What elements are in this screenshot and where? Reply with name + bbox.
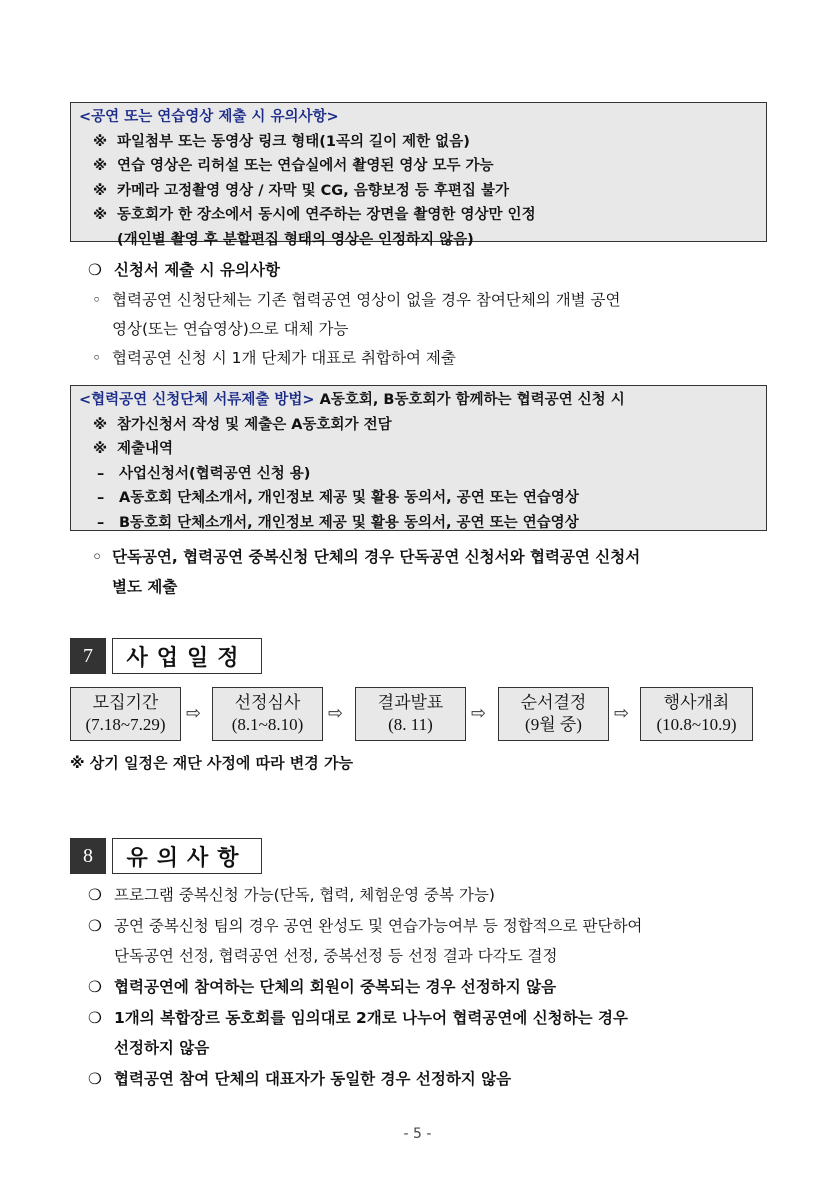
section-title: 사업일정	[112, 638, 262, 674]
video-notice-item	[79, 154, 758, 179]
application-heading	[88, 255, 778, 285]
schedule-step-date: (7.18~7.29)	[85, 715, 166, 734]
application-item	[92, 285, 782, 315]
precaution-text: 1개의 복합장르 동호회를 임의대로 2개로 나누어 협력공연에 신청하는 경우	[114, 1009, 628, 1027]
video-notice-text: 연습 영상은 리허설 또는 연습실에서 촬영된 영상 모두 가능	[117, 158, 494, 174]
video-notice-continuation: (개인별 촬영 후 분할편집 형태의 영상은 인정하지 않음)	[117, 231, 474, 248]
reference-mark-icon: ※	[93, 441, 108, 457]
reference-mark-icon: ※	[93, 207, 108, 223]
collab-submission-item	[79, 413, 758, 438]
schedule-step-date: (8. 11)	[388, 715, 433, 734]
collab-submission-dash-item	[79, 462, 758, 487]
collab-submission-item	[79, 437, 758, 462]
schedule-step-label: 행사개최	[663, 693, 730, 712]
video-notice-title: <공연 또는 연습영상 제출 시 유의사항>	[79, 109, 339, 125]
dash-icon: –	[97, 514, 105, 531]
circle-bullet-icon: ❍	[88, 1070, 102, 1088]
duplicate-note-text: 단독공연, 협력공연 중복신청 단체의 경우 단독공연 신청서와 협력공연 신청서	[112, 548, 641, 566]
precaution-item	[88, 880, 778, 910]
application-heading-text: 신청서 제출 시 유의사항	[114, 261, 280, 279]
video-notice-box	[70, 102, 767, 248]
dash-icon: –	[97, 465, 105, 482]
dash-icon: –	[97, 490, 105, 506]
precaution-text: 협력공연 참여 단체의 대표자가 동일한 경우 선정하지 않음	[114, 1070, 512, 1088]
section-7-header	[70, 638, 262, 674]
section-title: 유의사항	[112, 838, 262, 874]
precaution-item	[88, 1003, 778, 1033]
schedule-step	[640, 687, 753, 741]
schedule-step-label: 결과발표	[377, 693, 444, 712]
collab-submission-dash-text: B동호회 단체소개서, 개인정보 제공 및 활용 동의서, 공연 또는 연습영상	[119, 514, 579, 531]
schedule-step-label: 순서결정	[520, 693, 587, 712]
section-number: 8	[70, 838, 106, 874]
precaution-item	[88, 1064, 778, 1094]
precaution-item	[88, 972, 778, 1002]
right-arrow-icon: ⇨	[471, 703, 487, 724]
schedule-step-label: 모집기간	[92, 693, 159, 712]
precaution-text: 단독공연 선정, 협력공연 선정, 중복선정 등 선정 결과 다각도 결정	[114, 947, 558, 965]
video-notice-text: 파일첨부 또는 동영상 링크 형태(1곡의 길이 제한 없음)	[117, 133, 470, 150]
reference-mark-icon: ※	[93, 416, 108, 433]
collab-submission-dash-text: 사업신청서(협력공연 신청 용)	[119, 465, 311, 482]
schedule-step	[355, 687, 466, 741]
small-circle-bullet-icon: ◦	[92, 548, 102, 566]
precaution-item	[88, 911, 778, 941]
collab-submission-dash-text: A동호회 단체소개서, 개인정보 제공 및 활용 동의서, 공연 또는 연습영상	[119, 490, 579, 506]
right-arrow-icon: ⇨	[328, 703, 344, 724]
reference-mark-icon: ※	[93, 133, 108, 150]
circle-bullet-icon: ❍	[88, 978, 102, 996]
precaution-text: 협력공연에 참여하는 단체의 회원이 중복되는 경우 선정하지 않음	[114, 978, 557, 996]
reference-mark-icon: ※	[93, 182, 108, 199]
collab-submission-title-text: <협력공연 신청단체 서류제출 방법>	[79, 392, 315, 408]
collab-submission-dash-item	[79, 486, 758, 511]
schedule-step-label: 선정심사	[234, 693, 301, 712]
collab-submission-text: 제출내역	[117, 441, 174, 457]
precaution-item-continuation	[114, 1033, 804, 1063]
collab-submission-title-suffix: A동호회, B동호회가 함께하는 협력공연 신청 시	[314, 392, 625, 408]
schedule-step	[212, 687, 323, 741]
schedule-step-date: (10.8~10.9)	[656, 715, 737, 734]
circle-bullet-icon: ❍	[88, 1009, 102, 1027]
small-circle-bullet-icon: ◦	[92, 291, 102, 309]
duplicate-note	[92, 542, 782, 572]
schedule-note: ※ 상기 일정은 재단 사정에 따라 변경 가능	[70, 754, 353, 772]
video-notice-text: 카메라 고정촬영 영상 / 자막 및 CG, 음향보정 등 후편집 불가	[117, 182, 509, 199]
small-circle-bullet-icon: ◦	[92, 349, 102, 367]
right-arrow-icon: ⇨	[186, 703, 202, 724]
circle-bullet-icon: ❍	[88, 886, 102, 904]
precaution-item-continuation	[114, 941, 804, 971]
page-number: - 5 -	[403, 1126, 432, 1142]
application-item-text: 협력공연 신청단체는 기존 협력공연 영상이 없을 경우 참여단체의 개별 공연	[112, 291, 621, 309]
section-8-header	[70, 838, 262, 874]
application-item-text: 협력공연 신청 시 1개 단체가 대표로 취합하여 제출	[112, 349, 456, 367]
schedule-step-date: (9월 중)	[525, 715, 582, 734]
video-notice-text: 동호회가 한 장소에서 동시에 연주하는 장면을 촬영한 영상만 인정	[117, 207, 536, 223]
application-item-text: 영상(또는 연습영상)으로 대체 가능	[112, 320, 349, 338]
schedule-step	[498, 687, 609, 741]
application-item	[92, 343, 782, 373]
duplicate-note-text: 별도 제출	[112, 578, 178, 596]
collab-submission-dash-item	[79, 511, 758, 536]
video-notice-item	[79, 203, 758, 228]
duplicate-note-continuation	[112, 572, 802, 602]
schedule-step	[70, 687, 181, 741]
circle-bullet-icon: ❍	[88, 917, 102, 935]
precaution-text: 선정하지 않음	[114, 1039, 210, 1057]
precaution-text: 프로그램 중복신청 가능(단독, 협력, 체험운영 중복 가능)	[114, 886, 495, 904]
precaution-text: 공연 중복신청 팀의 경우 공연 완성도 및 연습가능여부 등 정합적으로 판단하여	[114, 917, 643, 935]
video-notice-item	[79, 130, 758, 155]
schedule-step-date: (8.1~8.10)	[231, 715, 304, 734]
collab-submission-title	[79, 388, 758, 413]
right-arrow-icon: ⇨	[614, 703, 630, 724]
circle-bullet-icon: ❍	[88, 261, 102, 279]
collab-submission-box	[70, 385, 767, 531]
reference-mark-icon: ※	[93, 158, 108, 174]
collab-submission-text: 참가신청서 작성 및 제출은 A동호회가 전담	[117, 416, 392, 433]
application-item-continuation	[112, 314, 802, 344]
video-notice-item	[79, 179, 758, 204]
section-number: 7	[70, 638, 106, 674]
